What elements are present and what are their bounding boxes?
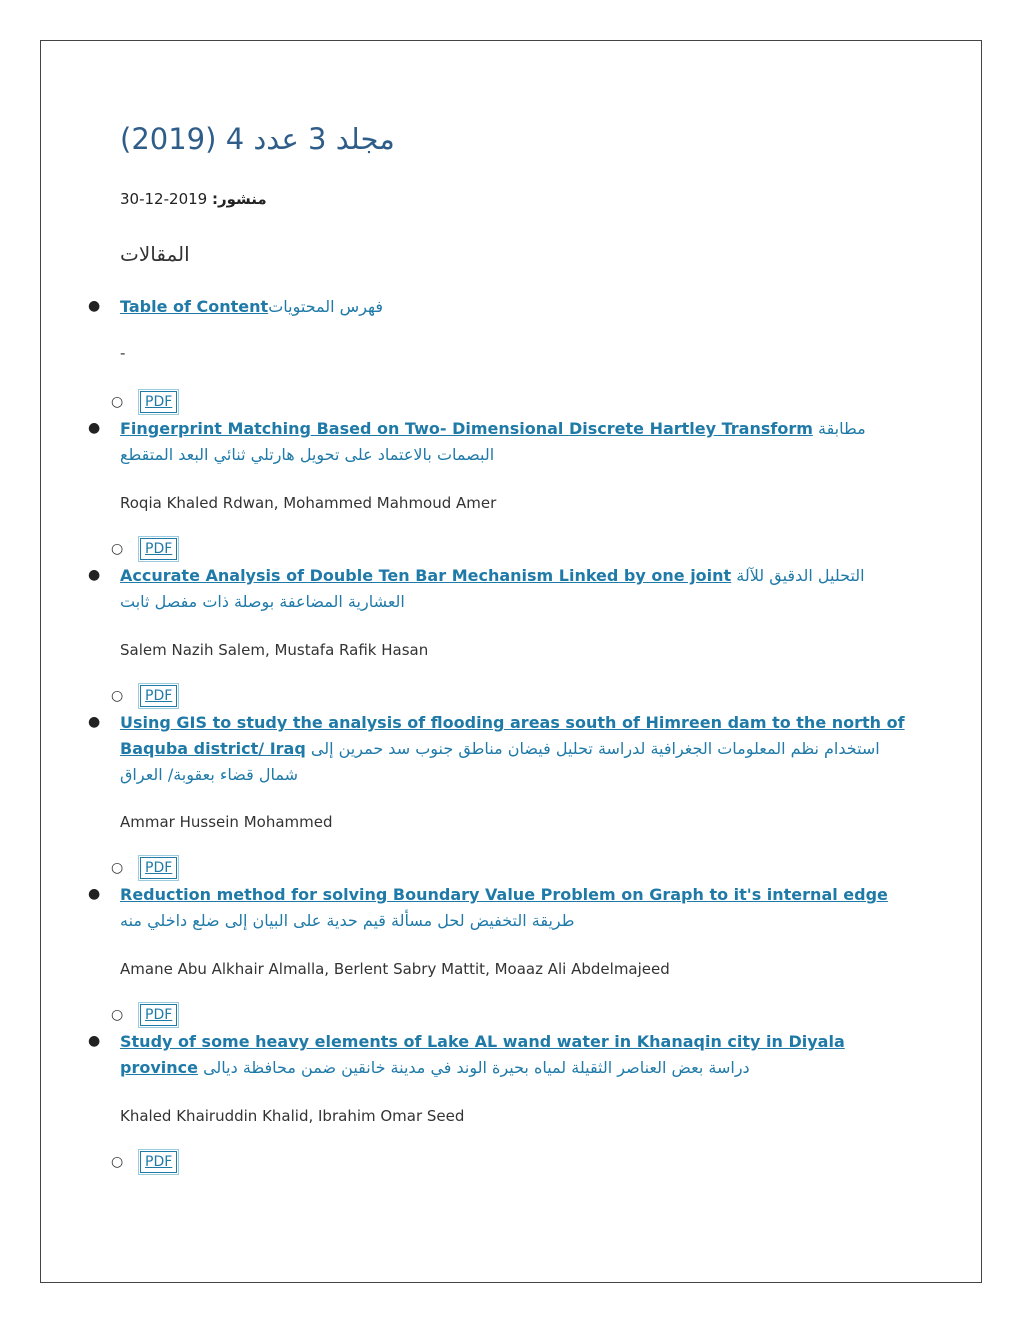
toc-title-ar: فهرس المحتويات <box>268 297 384 316</box>
article-authors: Khaled Khairuddin Khalid, Ibrahim Omar Seed <box>120 1107 465 1125</box>
toc-pdf-button[interactable]: PDF <box>140 391 177 413</box>
circle-bullet-icon: ○ <box>111 688 124 704</box>
bullet-icon: ● <box>88 420 101 436</box>
article-pdf-button[interactable]: PDF <box>140 538 177 560</box>
article-title-link[interactable]: Fingerprint Matching Based on Two- Dimensional Discrete Hartley Transform <box>120 419 813 438</box>
article-authors: Salem Nazih Salem, Mustafa Rafik Hasan <box>120 641 429 659</box>
article-title-ar: مطابقة البصمات بالاعتماد على تحويل هارتلي ثنائي البعد المتقطع <box>120 419 866 464</box>
article-title <box>120 416 910 468</box>
article-title-ar: التحليل الدقيق للآلة العشارية المضاعفة بوصلة ذات مفصل ثابت <box>120 566 865 611</box>
circle-bullet-icon: ○ <box>111 1007 124 1023</box>
article-title-ar: دراسة بعض العناصر الثقيلة لمياه بحيرة الوند في مدينة خانقين ضمن محافظة ديالى <box>203 1058 750 1077</box>
article-authors: Roqia Khaled Rdwan, Mohammed Mahmoud Amer <box>120 494 497 512</box>
article-title-ar: طريقة التخفيض لحل مسألة قيم حدية على البيان إلى ضلع داخلي منه <box>120 911 575 930</box>
article-title-link[interactable]: Using GIS to study the analysis of flooding areas south of Himreen dam to the north of Baquba district/ Iraq <box>120 713 905 758</box>
published-label: منشور: <box>212 190 267 208</box>
bullet-icon: ● <box>88 886 101 902</box>
published-line <box>120 190 267 208</box>
article-title <box>120 710 910 788</box>
article-title-link[interactable]: Reduction method for solving Boundary Value Problem on Graph to it's internal edge <box>120 885 888 904</box>
bullet-icon: ● <box>88 298 101 314</box>
circle-bullet-icon: ○ <box>111 860 124 876</box>
toc-title-link[interactable]: Table of Content <box>120 297 269 316</box>
page-frame <box>40 40 982 1283</box>
bullet-icon: ● <box>88 567 101 583</box>
article-title <box>120 882 910 934</box>
toc-dash: - <box>120 344 126 362</box>
bullet-icon: ● <box>88 1033 101 1049</box>
bullet-icon: ● <box>88 714 101 730</box>
article-pdf-button[interactable]: PDF <box>140 685 177 707</box>
circle-bullet-icon: ○ <box>111 541 124 557</box>
article-title-link[interactable]: Accurate Analysis of Double Ten Bar Mechanism Linked by one joint <box>120 566 732 585</box>
section-heading: المقالات <box>120 242 190 266</box>
article-pdf-button[interactable]: PDF <box>140 1004 177 1026</box>
article-title-ar: استخدام نظم المعلومات الجغرافية لدراسة تحليل فيضان مناطق جنوب سد حمرين إلى شمال قضاء بعقوبة/ العراق <box>120 739 880 784</box>
article-title <box>120 1029 910 1081</box>
published-date: 2019-12-30 <box>120 190 208 208</box>
article-title-link[interactable]: Study of some heavy elements of Lake AL wand water in Khanaqin city in Diyala province <box>120 1032 845 1077</box>
article-pdf-button[interactable]: PDF <box>140 1151 177 1173</box>
toc-item <box>120 294 910 320</box>
issue-title: مجلد 3 عدد 4 (2019) <box>120 122 395 156</box>
article-pdf-button[interactable]: PDF <box>140 857 177 879</box>
article-title <box>120 563 910 615</box>
circle-bullet-icon: ○ <box>111 1154 124 1170</box>
circle-bullet-icon: ○ <box>111 394 124 410</box>
article-authors: Amane Abu Alkhair Almalla, Berlent Sabry Mattit, Moaaz Ali Abdelmajeed <box>120 960 670 978</box>
article-authors: Ammar Hussein Mohammed <box>120 813 333 831</box>
